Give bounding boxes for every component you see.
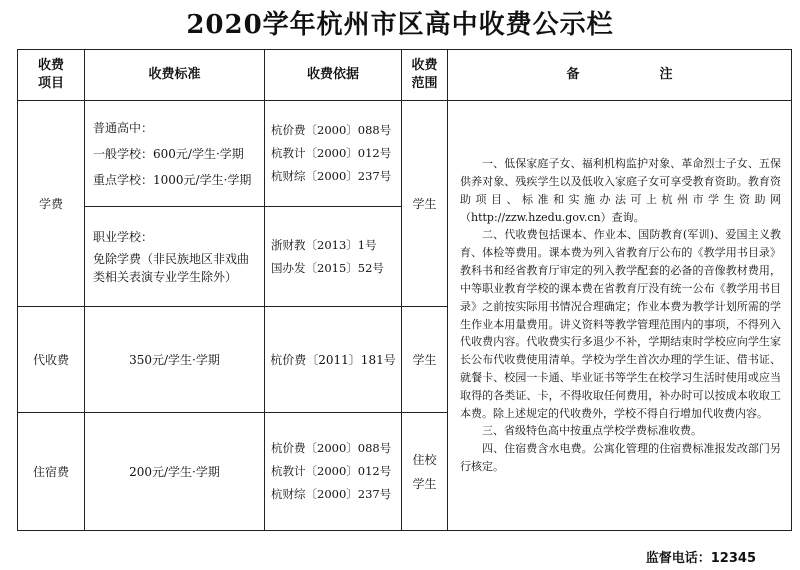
page-title: 2020学年杭州市区高中收费公示栏 bbox=[186, 10, 614, 40]
tuition-vocational-basis bbox=[265, 207, 402, 307]
tuition-general-standard bbox=[85, 101, 265, 207]
dorm-scope bbox=[402, 413, 448, 531]
basis-line: 杭财综〔2000〕237号 bbox=[271, 487, 392, 501]
supervision-hotline: 监督电话：12345 bbox=[645, 551, 756, 566]
basis-line: 杭价费〔2000〕088号 bbox=[271, 441, 392, 455]
note-paragraph: 三、省级特色高中按重点学校学费标准收费。 bbox=[482, 424, 702, 438]
collection-item: 代收费 bbox=[18, 307, 85, 413]
table-row-tuition-general bbox=[18, 101, 792, 207]
header-notes-char1: 备 bbox=[566, 67, 580, 83]
tuition-scope: 学生 bbox=[402, 101, 448, 307]
table-header-row bbox=[18, 50, 792, 101]
header-notes bbox=[448, 50, 792, 101]
tuition-vocational-standard bbox=[85, 207, 265, 307]
basis-line: 杭教计〔2000〕012号 bbox=[271, 464, 392, 478]
tuition-general-line: 重点学校：1000元/学生·学期 bbox=[93, 172, 252, 187]
tuition-general-line: 普通高中： bbox=[93, 120, 154, 135]
dorm-scope-line1: 住校 bbox=[412, 452, 437, 467]
header-scope-line1: 收费 bbox=[411, 58, 438, 74]
header-item bbox=[18, 50, 85, 101]
collection-scope: 学生 bbox=[402, 307, 448, 413]
fee-table bbox=[17, 49, 792, 531]
basis-line: 杭教计〔2000〕012号 bbox=[271, 146, 392, 160]
note-paragraph: 一、低保家庭子女、福利机构监护对象、革命烈士子女、五保供养对象、残疾学生以及低收入家庭子女可享受教育资助。教育资助项目、标准和实施办法可上杭州市学生资助网（http://zzw.hzedu.gov.cn）查询。 bbox=[460, 157, 781, 224]
header-notes-char2: 注 bbox=[659, 67, 673, 83]
header-item-line1: 收费 bbox=[37, 58, 64, 74]
basis-line: 杭财综〔2000〕237号 bbox=[271, 169, 392, 183]
dorm-scope-line2: 学生 bbox=[412, 476, 437, 491]
tuition-item: 学费 bbox=[18, 101, 85, 307]
basis-line: 浙财教〔2013〕1号 bbox=[271, 237, 377, 252]
notes-cell bbox=[448, 101, 792, 531]
header-standard: 收费标准 bbox=[85, 50, 265, 101]
header-basis: 收费依据 bbox=[265, 50, 402, 101]
dorm-standard: 200元/学生·学期 bbox=[85, 413, 265, 531]
collection-standard: 350元/学生·学期 bbox=[85, 307, 265, 413]
tuition-general-line: 一般学校：600元/学生·学期 bbox=[93, 146, 244, 161]
header-item-line2: 项目 bbox=[37, 76, 64, 91]
header-scope bbox=[402, 50, 448, 101]
collection-basis: 杭价费〔2011〕181号 bbox=[265, 307, 402, 413]
basis-line: 国办发〔2015〕52号 bbox=[271, 260, 384, 275]
tuition-vocational-line: 职业学校： bbox=[93, 229, 154, 244]
dorm-item: 住宿费 bbox=[18, 413, 85, 531]
header-scope-line2: 范围 bbox=[411, 76, 438, 91]
note-paragraph: 四、住宿费含水电费。公寓化管理的住宿费标准报发改部门另行核定。 bbox=[460, 442, 781, 473]
note-paragraph: 二、代收费包括课本、作业本、国防教育(军训)、爱国主义教育、体检等费用。课本费为列入省教育厅公布的《教学用书目录》教科书和经省教育厅审定的列入教学配套的必备的音像教材费用，中等职业教育学校的课本费在省教育厅没有统一公布《教学用书目录》之前按实际用书情况合理确定；作业本费为教学计划所需的学生作业本用量费用。讲义资料等教学管理范围内的事项，不得列入代收费内容。代收费实行多退少不补，学期结束时学校应向学生家长公布代收费使用清单。学校为学生首次办理的学生证、借书证、就餐卡、校园一卡通、毕业证书等学生在校学习生活时使用或应当取得的各类证、卡，不得收取任何费用，补办时可以按成本收取工本费。除上述规定的代收费外，学校不得自行增加代收费内容。 bbox=[460, 228, 781, 420]
tuition-vocational-line: 免除学费（非民族地区非戏曲类相关表演专业学生除外） bbox=[93, 251, 250, 284]
dorm-basis bbox=[265, 413, 402, 531]
tuition-general-basis bbox=[265, 101, 402, 207]
basis-line: 杭价费〔2000〕088号 bbox=[271, 123, 392, 137]
